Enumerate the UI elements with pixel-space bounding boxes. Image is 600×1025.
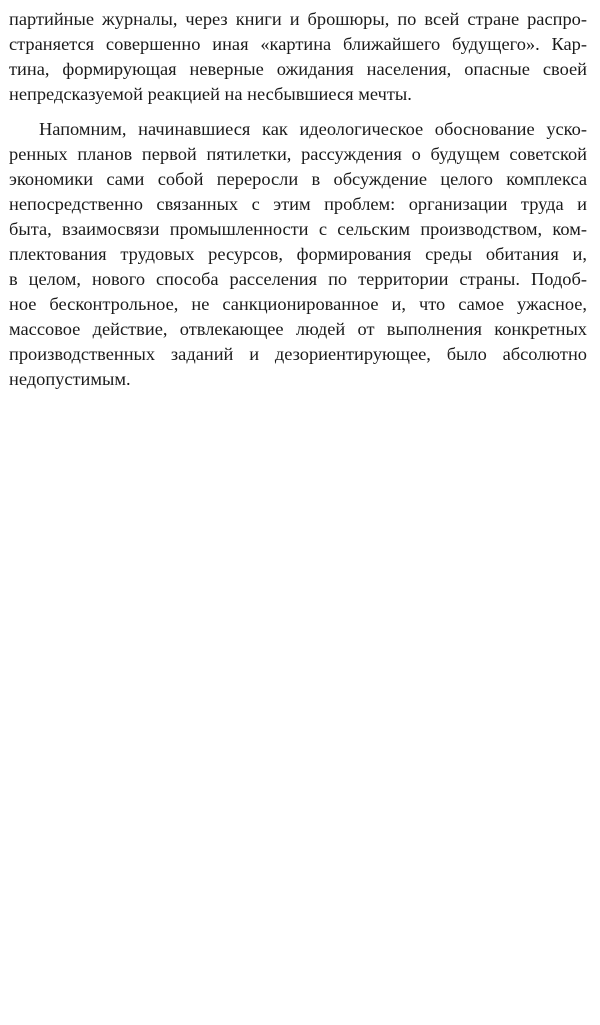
paragraph-2 xyxy=(9,117,587,392)
text-line: страняется совершенно иная «картина ближайшего будущего». Кар- xyxy=(9,34,587,54)
text-line: ное бесконтрольное, не санкционированное и, что самое ужасное, xyxy=(9,294,587,314)
text-line: ренных планов первой пятилетки, рассуждения о будущем советской xyxy=(9,144,587,164)
text-line: недопустимым. xyxy=(9,369,131,389)
text-line: Напомним, начинавшиеся как идеологическое обоснование уско- xyxy=(39,119,587,139)
text-line: производственных заданий и дезориентирующее, было абсолютно xyxy=(9,344,587,364)
text-line: в целом, нового способа расселения по территории страны. Подоб- xyxy=(9,269,587,289)
paragraph-gap xyxy=(9,107,587,117)
text-line: плектования трудовых ресурсов, формирования среды обитания и, xyxy=(9,244,587,264)
text-line: непосредственно связанных с этим проблем: организации труда и xyxy=(9,194,587,214)
text-line: экономики сами собой переросли в обсуждение целого комплекса xyxy=(9,169,587,189)
paragraph-1 xyxy=(9,7,587,107)
text-line: непредсказуемой реакцией на несбывшиеся мечты. xyxy=(9,84,412,104)
text-line: массовое действие, отвлекающее людей от выполнения конкретных xyxy=(9,319,587,339)
document-page xyxy=(9,7,587,392)
text-line: тина, формирующая неверные ожидания населения, опасные своей xyxy=(9,59,587,79)
text-line: партийные журналы, через книги и брошюры, по всей стране распро- xyxy=(9,9,587,29)
text-line: быта, взаимосвязи промышленности с сельским производством, ком- xyxy=(9,219,587,239)
